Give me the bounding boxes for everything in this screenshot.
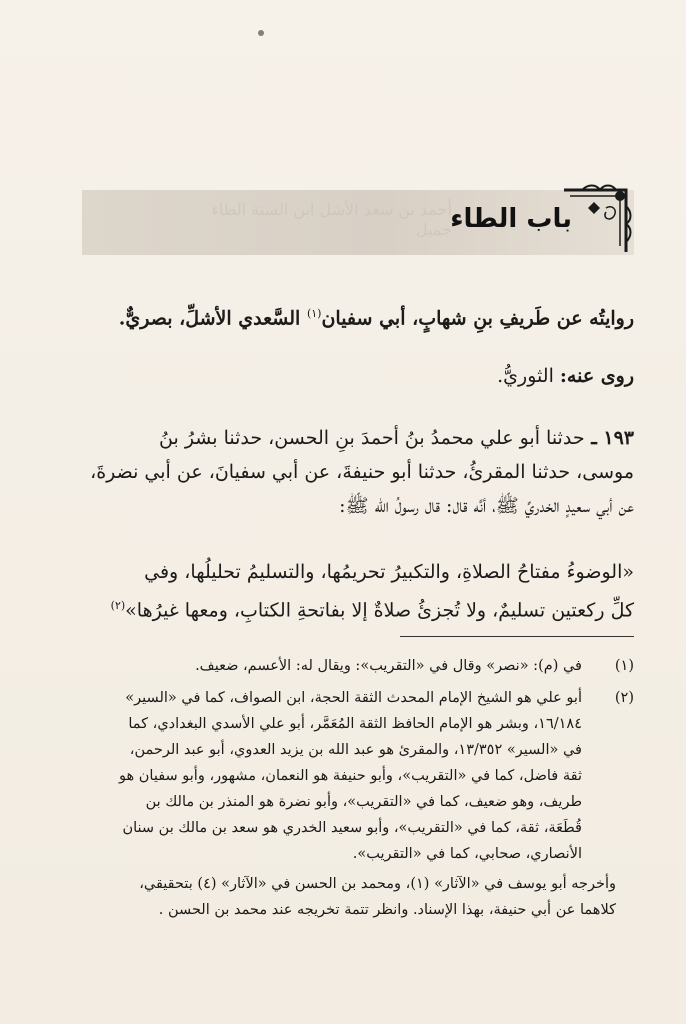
narration-line <box>60 300 634 332</box>
footnote-2-line: قُطَعَة، ثقة، كما في «التقريب»، وأبو سعيد الخدري هو سعد بن مالك بن سنان <box>122 820 582 836</box>
footnote-2-line: طريف، وهو ضعيف، كما في «التقريب»، وأبو نضرة هو المنذر بن مالك بن <box>145 794 582 810</box>
footnote-1-number: (١) <box>614 658 634 674</box>
footnote-2-line-6 <box>40 816 634 840</box>
footnote-2-line: ثقة فاضل، كما في «التقريب»، وأبو حنيفة هو النعمان، مشهور، وأبو سفيان هو <box>119 768 582 784</box>
bleed-through-text: أحمد بن سعد الأشل ابن السنة الطاء جميل <box>211 200 452 239</box>
quote-text-2: كلِّ ركعتين تسليمٌ، ولا تُجزئُ صلاةٌ إلا بفاتحةِ الكتابِ، ومعها غيرُها» <box>125 599 634 622</box>
chapter-header <box>82 190 634 255</box>
quote-line-2 <box>60 592 634 624</box>
footnote-2-line: أبو علي هو الشيخ الإمام المحدث الثقة الحجة، ابن الصواف، كما في «السير» <box>125 690 582 706</box>
narration-text: روايتُه عن طَريفِ بنِ شهابٍ، أبي سفيان <box>321 307 634 330</box>
footnote-2-line-7 <box>40 842 634 866</box>
page-mark <box>258 30 264 36</box>
footnote-ref-1: (١) <box>306 307 322 320</box>
quote-line-1: «الوضوءُ مفتاحُ الصلاةِ، والتكبيرُ تحريمُها، والتسليمُ تحليلُها، وفي <box>144 561 634 583</box>
footnote-2-line: في «السير» ١٣/٣٥٢، والمقرئ هو عبد الله بن يزيد العدوي، أبو عبد الرحمن، <box>129 742 582 758</box>
footnote-2 <box>40 686 634 710</box>
footnote-3-line-1 <box>40 872 634 896</box>
chapter-title: باب الطاء <box>450 204 572 234</box>
footnote-2-line: ١٦/١٨٤، وبشر هو الإمام الحافظ الثقة المُعَمَّر، أبو علي الأسدي البغدادي، كما <box>128 716 582 732</box>
hadith-text-1: حدثنا أبو علي محمدُ بنُ أحمدَ بنِ الحسن، حدثنا بشرُ بنُ <box>159 427 585 449</box>
footnote-2-line: الأنصاري، صحابي، كما في «التقريب». <box>352 846 582 862</box>
footnote-ref-2: (٢) <box>110 599 126 612</box>
footnote-1-text: في (م): «نصر» وقال في «التقريب»: ويقال له: الأعسم، ضعيف. <box>195 658 582 674</box>
footnote-divider <box>400 636 634 637</box>
footnote-1 <box>40 654 634 678</box>
hadith-number: ١٩٣ ـ <box>584 427 634 449</box>
footnote-3-line: وأخرجه أبو يوسف في «الآثار» (١)، ومحمد بن الحسن في «الآثار» (٤) بتحقيقي، <box>139 876 616 892</box>
narrators-value: الثوريُّ. <box>497 365 560 387</box>
narrators-line <box>60 362 634 390</box>
hadith-line-3: عن أبي سعيدٍ الخدريِّ ﷺ، أنَّه قال: قال رسولُ الله ﷺ: <box>339 495 634 517</box>
narration-text-end: السَّعدي الأشلِّ، بصريٌّ. <box>118 307 307 330</box>
footnote-2-line-2 <box>40 712 634 736</box>
footnote-2-line-4 <box>40 764 634 788</box>
narrators-label: روى عنه: <box>559 365 634 387</box>
corner-ornament-icon <box>560 182 638 260</box>
footnote-2-line-3 <box>40 738 634 762</box>
hadith-line-2: موسى، حدثنا المقرئُ، حدثنا أبو حنيفةَ، عن أبي سفيانَ، عن أبي نضرةَ، <box>90 461 634 483</box>
footnote-2-line-5 <box>40 790 634 814</box>
hadith-line-1 <box>60 424 634 452</box>
footnote-3-line-2 <box>40 898 634 922</box>
footnote-3-line: كلاهما عن أبي حنيفة، بهذا الإسناد. وانظر تتمة تخريجه عند محمد بن الحسن . <box>158 902 616 918</box>
footnote-2-number: (٢) <box>614 690 634 706</box>
